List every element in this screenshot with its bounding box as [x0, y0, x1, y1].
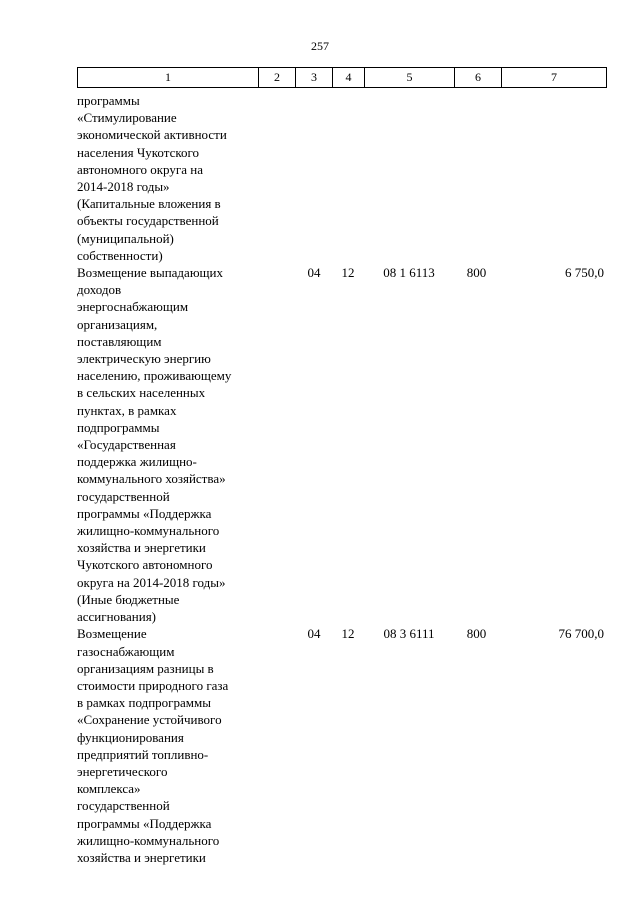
description-line: программы «Поддержка: [77, 815, 212, 831]
table-header: [77, 67, 607, 88]
description-line: государственной: [77, 798, 170, 814]
description-line: Возмещение выпадающих: [77, 265, 223, 281]
section-code: 04: [307, 265, 321, 281]
row-description: [77, 625, 259, 866]
description-line: программы «Поддержка: [77, 505, 212, 521]
description-line: энергоснабжающим: [77, 299, 189, 315]
description-line: газоснабжающим: [77, 643, 175, 659]
amount-value: 76 700,0: [558, 626, 604, 642]
page-number: 257: [311, 39, 329, 53]
description-line: комплекса»: [77, 781, 141, 797]
description-line: объекты государственной: [77, 213, 219, 229]
expense-type-code: 800: [466, 265, 487, 281]
subsection-code: 12: [341, 626, 355, 642]
table-body: [77, 92, 606, 866]
description-line: поставляющим: [77, 333, 162, 349]
header-col-5: 5: [365, 68, 455, 88]
description-line: (муниципальной): [77, 230, 174, 246]
description-line: экономической активности: [77, 127, 227, 143]
description-line: Возмещение: [77, 626, 147, 642]
description-line: (Капитальные вложения в: [77, 196, 221, 212]
description-line: государственной: [77, 488, 170, 504]
description-line: населению, проживающему: [77, 368, 232, 384]
target-article-code: 08 3 6111: [383, 626, 435, 642]
description-line: энергетического: [77, 763, 168, 779]
description-line: в сельских населенных: [77, 385, 206, 401]
description-line: доходов: [77, 282, 122, 298]
description-line: функционирования: [77, 729, 184, 745]
header-col-6: 6: [455, 68, 502, 88]
description-line: «Стимулирование: [77, 110, 177, 126]
subsection-code: 12: [341, 265, 355, 281]
description-line: хозяйства и энергетики: [77, 849, 206, 865]
description-line: электрическую энергию: [77, 351, 211, 367]
row-description: [77, 264, 259, 625]
header-col-1: 1: [78, 68, 259, 88]
description-line: в рамках подпрограммы: [77, 695, 211, 711]
header-col-3: 3: [296, 68, 333, 88]
amount-value: 6 750,0: [565, 265, 604, 281]
description-line: (Иные бюджетные: [77, 591, 180, 607]
description-line: коммунального хозяйства»: [77, 471, 226, 487]
description-line: поддержка жилищно-: [77, 454, 197, 470]
description-line: Чукотского автономного: [77, 557, 213, 573]
description-line: жилищно-коммунального: [77, 832, 220, 848]
description-line: предприятий топливно-: [77, 746, 209, 762]
description-line: организациям разницы в: [77, 660, 214, 676]
row-description: [77, 92, 259, 264]
description-line: программы: [77, 93, 140, 108]
description-line: 2014-2018 годы»: [77, 179, 170, 195]
table-row: [77, 264, 606, 625]
description-line: подпрограммы: [77, 419, 160, 435]
description-line: автономного округа на: [77, 161, 203, 177]
description-line: округа на 2014-2018 годы»: [77, 574, 226, 590]
description-line: «Сохранение устойчивого: [77, 712, 222, 728]
description-line: организациям,: [77, 316, 158, 332]
target-article-code: 08 1 6113: [383, 265, 435, 281]
section-code: 04: [307, 626, 321, 642]
description-line: ассигнования): [77, 609, 157, 625]
description-line: пунктах, в рамках: [77, 402, 177, 418]
header-col-7: 7: [502, 68, 607, 88]
description-line: стоимости природного газа: [77, 677, 229, 693]
description-line: населения Чукотского: [77, 144, 200, 160]
header-col-4: 4: [333, 68, 365, 88]
expense-type-code: 800: [466, 626, 487, 642]
table-row: [77, 625, 606, 866]
description-line: хозяйства и энергетики: [77, 540, 206, 556]
description-line: собственности): [77, 247, 163, 263]
description-line: жилищно-коммунального: [77, 523, 220, 539]
description-line: «Государственная: [77, 437, 176, 453]
table-row: [77, 92, 606, 264]
header-col-2: 2: [259, 68, 296, 88]
